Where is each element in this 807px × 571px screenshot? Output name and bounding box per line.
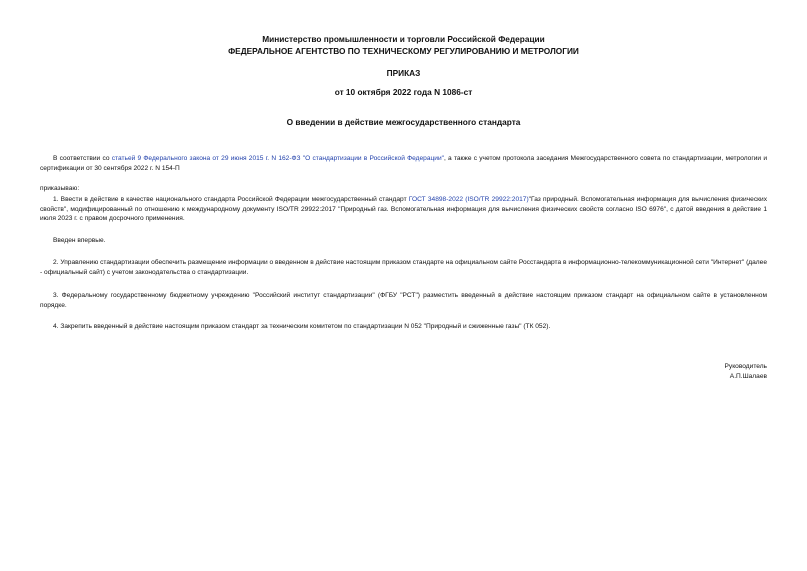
intro-text-after: , а также с учетом протокола заседания Межгосударственного совета по стандартизации, метрологии и сертификации от 30 сентября 2022 г. N 154-П <box>40 155 767 172</box>
signature-name: А.П.Шалаев <box>729 372 767 380</box>
item-1-paragraph <box>40 195 767 224</box>
federal-law-link[interactable]: статьей 9 Федерального закона от 29 июня 2015 г. N 162-ФЗ "О стандартизации в Российской Федерации" <box>111 155 444 162</box>
signature-block <box>725 362 767 381</box>
intro-paragraph <box>40 154 767 173</box>
item-1-text-before: 1. Ввести в действие в качестве национального стандарта Российской Федерации межгосударственный стандарт <box>53 196 409 203</box>
intro-text-before: В соответствии со <box>53 155 112 162</box>
item-3-paragraph: 3. Федеральному государственному бюджетному учреждению "Российский институт стандартизации" (ФГБУ "РСТ") разместить введенный в действие настоящим приказом стандарт на официальном сайте в установленном порядке. <box>40 292 767 309</box>
document-type: ПРИКАЗ <box>386 68 421 78</box>
document-title: О введении в действие межгосударственного стандарта <box>286 117 521 127</box>
signature-role: Руководитель <box>724 363 767 370</box>
introduced-first-note: Введен впервые. <box>53 237 106 244</box>
gost-standard-link[interactable]: ГОСТ 34898-2022 (ISO/TR 29922:2017) <box>408 196 529 203</box>
item-4-paragraph: 4. Закрепить введенный в действие настоящим приказом стандарт за техническим комитетом по стандартизации N 052 "Природный и сжиженные газы" (ТК 052). <box>53 323 551 330</box>
agency-heading: ФЕДЕРАЛЬНОЕ АГЕНТСТВО ПО ТЕХНИЧЕСКОМУ РЕГУЛИРОВАНИЮ И МЕТРОЛОГИИ <box>228 46 579 56</box>
item-2-paragraph: 2. Управлению стандартизации обеспечить размещение информации о введенном в действие настоящим приказом стандарте на официальном сайте Росстандарта в информационно-телекоммуникационной сети "Интернет" (далее - официальный сайт) с учетом законодательства о стандартизации. <box>40 259 767 276</box>
document-date-number: от 10 октября 2022 года N 1086-ст <box>334 87 473 97</box>
item-1-text-after: "Газ природный. Вспомогательная информация для вычисления физических свойств", модифицированный по отношению к международному документу ISO/TR 29922:2017 "Природный газ. Вспомогательная информация для вычисления физических свойств согласно ISO 6976", с датой введения в действие 1 июля 2023 г. с правом досрочного применения. <box>40 196 767 223</box>
order-verb: приказываю: <box>40 185 80 192</box>
ministry-heading: Министерство промышленности и торговли Российской Федерации <box>262 34 545 44</box>
